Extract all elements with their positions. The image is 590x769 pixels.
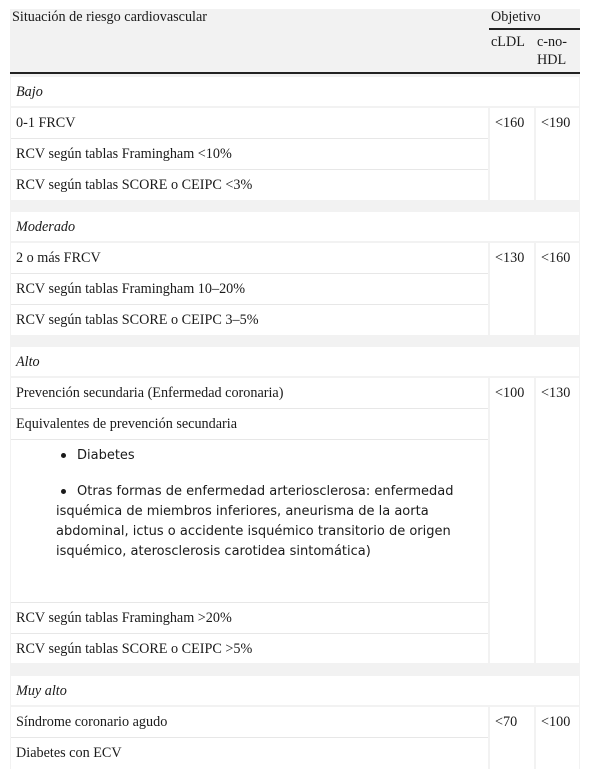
table-row-label: Prevención secundaria (Enfermedad coronaria)	[16, 385, 284, 401]
table-row-label: Diabetes con ECV	[16, 745, 122, 761]
group-moderado-title: Moderado	[16, 219, 76, 235]
row-divider	[11, 633, 488, 634]
bajo-cnohdl-value: <190	[541, 115, 571, 131]
list-item-otras-formas-text: Otras formas de enfermedad arteriosclerosa: enfermedad isquémica de miembros inferiores, aneurisma de la aorta abdominal, ictus o accidente isquémico transitorio de origen isquémico, aterosclerosis carotidea sintomática)	[56, 484, 454, 559]
table-row-label: 0-1 FRCV	[16, 115, 76, 131]
list-item-diabetes: Diabetes	[77, 448, 135, 463]
alto-cnohdl-value: <130	[541, 385, 571, 401]
group-moderado-title-cell	[11, 212, 579, 241]
bullet-icon	[61, 453, 66, 458]
table-row-label: RCV según tablas SCORE o CEIPC <3%	[16, 177, 253, 193]
table-row-label: RCV según tablas SCORE o CEIPC 3–5%	[16, 312, 259, 328]
table-row-label: RCV según tablas Framingham <10%	[16, 146, 232, 162]
moderado-cldl-value: <130	[495, 250, 525, 266]
row-divider	[11, 138, 488, 139]
row-divider	[11, 273, 488, 274]
table-row-label: RCV según tablas Framingham 10–20%	[16, 281, 246, 297]
row-divider	[11, 408, 488, 409]
table-row-label: Equivalentes de prevención secundaria	[16, 416, 237, 432]
muy-alto-cldl-value: <70	[495, 714, 518, 730]
row-divider	[11, 169, 488, 170]
table-row-label: RCV según tablas Framingham >20%	[16, 610, 232, 626]
table-row-label: Síndrome coronario agudo	[16, 714, 168, 730]
group-bajo-title: Bajo	[16, 84, 43, 100]
row-divider	[11, 602, 488, 603]
alto-cldl-value: <100	[495, 385, 525, 401]
muy-alto-cnohdl-value: <100	[541, 714, 571, 730]
row-divider	[11, 737, 488, 738]
group-alto-title: Alto	[16, 354, 40, 370]
header-cnohdl-line1: c-no-	[537, 34, 567, 50]
bajo-cldl-value: <160	[495, 115, 525, 131]
header-objective: Objetivo	[491, 9, 541, 25]
header-situation: Situación de riesgo cardiovascular	[12, 9, 208, 25]
group-alto-cnohdl-cell	[536, 378, 579, 663]
header-cnohdl-line2: HDL	[537, 52, 567, 68]
group-muy-alto-title-cell	[11, 676, 579, 705]
group-muy-alto-title: Muy alto	[16, 683, 67, 699]
list-item-otras-formas	[56, 482, 456, 562]
group-alto-title-cell	[11, 347, 579, 376]
row-divider	[11, 304, 488, 305]
group-alto-cldl-cell	[490, 378, 534, 663]
header-cldl: cLDL	[491, 34, 525, 50]
group-bajo-title-cell	[11, 77, 579, 106]
moderado-cnohdl-value: <160	[541, 250, 571, 266]
table-row-label: RCV según tablas SCORE o CEIPC >5%	[16, 641, 253, 657]
header-objective-underline	[489, 28, 580, 30]
row-divider	[11, 439, 488, 440]
table-row-label: 2 o más FRCV	[16, 250, 101, 266]
